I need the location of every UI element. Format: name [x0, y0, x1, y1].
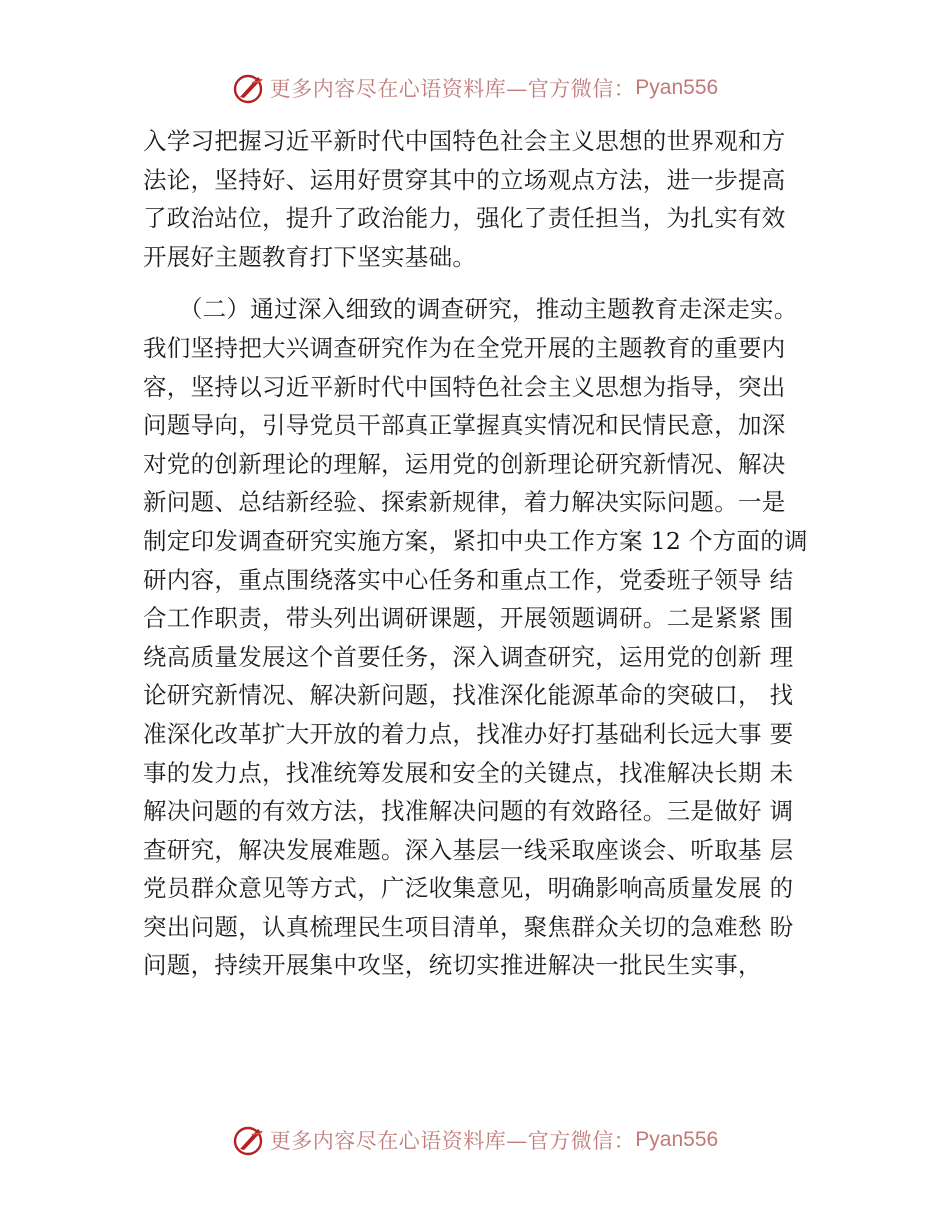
text-line: 开展好主题教育打下坚实基础。	[143, 242, 477, 271]
footer-banner	[0, 1120, 950, 1160]
footer-banner-id: Pyan556	[635, 1128, 719, 1151]
text-line: 合工作职责，带头列出调研课题，开展领题调研。二是紧紧 围	[143, 604, 794, 633]
text-line: 我们坚持把大兴调查研究作为在全党开展的主题教育的重要内	[143, 333, 786, 362]
text-line: 容，坚持以习近平新时代中国特色社会主义思想为指导，突出	[143, 372, 786, 401]
header-banner	[0, 68, 950, 108]
text-line: 新问题、总结新经验、探索新规律，着力解决实际问题。一是	[143, 488, 786, 517]
footer-banner-text: 更多内容尽在心语资料库—官方微信：	[269, 1129, 636, 1153]
paragraph-2	[143, 290, 843, 985]
quill-logo-icon	[232, 1123, 266, 1157]
paragraph-1	[143, 122, 843, 276]
text-line: 制定印发调查研究实施方案，紧扣中央工作方案 12 个方面的调	[143, 526, 808, 555]
text-line: 绕高质量发展这个首要任务，深入调查研究，运用党的创新 理	[143, 642, 794, 671]
text-line: 对党的创新理论的理解，运用党的创新理论研究新情况、解决	[143, 449, 786, 478]
text-line: 准深化改革扩大开放的着力点，找准办好打基础利长远大事 要	[143, 719, 794, 748]
quill-logo-icon	[232, 71, 266, 105]
text-line: 论研究新情况、解决新问题，找准深化能源革命的突破口， 找	[143, 681, 794, 710]
header-banner-text: 更多内容尽在心语资料库—官方微信：	[269, 77, 636, 101]
text-line: 事的发力点，找准统筹发展和安全的关键点，找准解决长期 未	[143, 758, 794, 787]
text-line: 研内容，重点围绕落实中心任务和重点工作，党委班子领导 结	[143, 565, 794, 594]
text-line: 入学习把握习近平新时代中国特色社会主义思想的世界观和方	[143, 127, 786, 155]
text-line: 法论，坚持好、运用好贯穿其中的立场观点方法，进一步提高	[143, 165, 786, 194]
header-banner-id: Pyan556	[635, 76, 719, 99]
text-line: 突出问题，认真梳理民生项目清单，聚焦群众关切的急难愁 盼	[143, 912, 794, 941]
text-line: 问题，持续开展集中攻坚，统切实推进解决一批民生实事，	[143, 951, 762, 980]
document-body	[143, 122, 843, 985]
text-line: 解决问题的有效方法，找准解决问题的有效路径。三是做好 调	[143, 797, 794, 826]
text-line: 查研究，解决发展难题。深入基层一线采取座谈会、听取基 层	[143, 835, 794, 864]
text-line: （二）通过深入细致的调查研究，推动主题教育走深走实。	[143, 295, 798, 324]
text-line: 问题导向，引导党员干部真正掌握真实情况和民情民意，加深	[143, 411, 786, 440]
text-line: 党员群众意见等方式，广泛收集意见，明确影响高质量发展 的	[143, 874, 794, 903]
text-line: 了政治站位，提升了政治能力，强化了责任担当，为扎实有效	[143, 204, 786, 233]
